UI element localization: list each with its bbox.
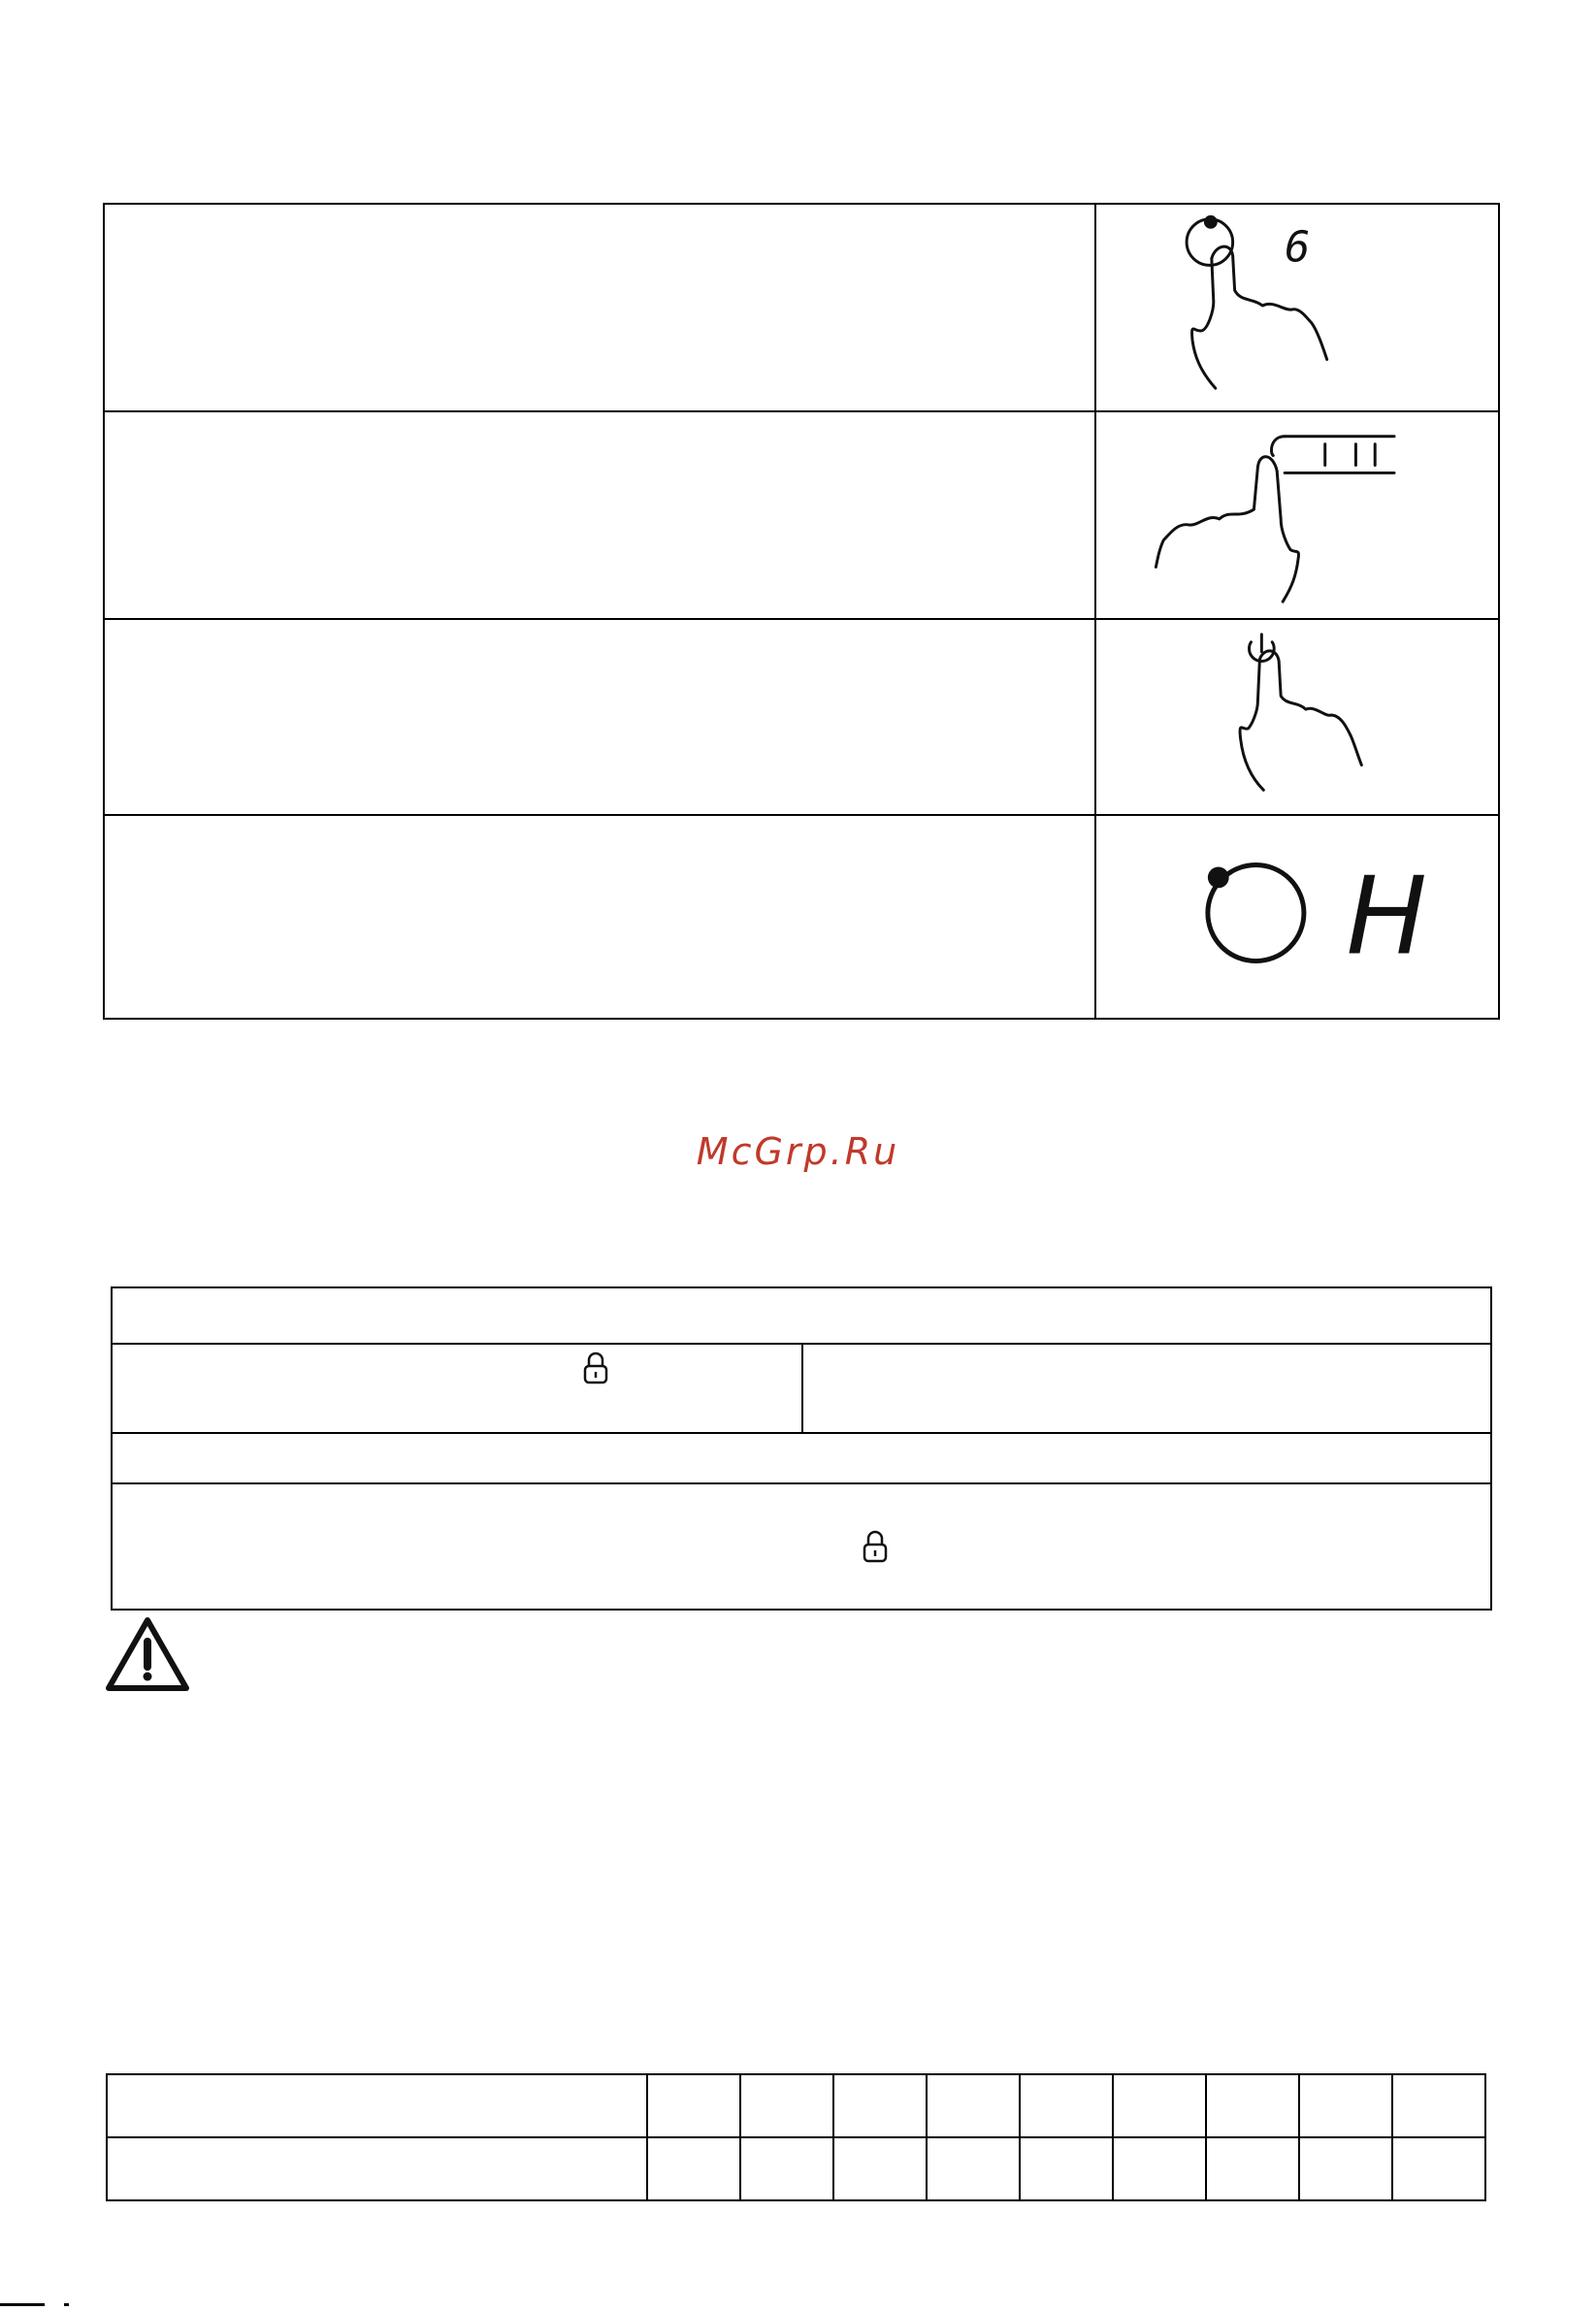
step-3-illustration-cell: [1094, 620, 1498, 816]
lock-table-row-4: [113, 1482, 1490, 1611]
warning-triangle-icon: [103, 1614, 192, 1694]
page-edge-mark: [64, 2303, 69, 2306]
step-3-text-cell: [105, 620, 1096, 816]
lock-table: [111, 1286, 1492, 1611]
lock-table-header-row: [113, 1288, 1490, 1343]
level-table-cell: [927, 2137, 1020, 2200]
lock-table-row-3: [113, 1432, 1490, 1484]
level-table-cell: [1113, 2137, 1206, 2200]
step-4-text-cell: [105, 816, 1096, 1020]
finger-press-power-icon: [1094, 620, 1498, 816]
level-table-cell: [1392, 2074, 1485, 2137]
level-table-row-2: [107, 2137, 1485, 2200]
page-edge-mark: [0, 2303, 45, 2306]
level-table-cell: [927, 2074, 1020, 2137]
step-row-1: [105, 205, 1498, 410]
lock-table-cell-divider: [801, 1345, 803, 1434]
level-table-cell: [647, 2137, 740, 2200]
level-table-label-cell: [107, 2137, 647, 2200]
watermark: McGrp.Ru: [696, 1130, 900, 1173]
svg-text:6: 6: [1285, 223, 1311, 273]
lock-icon: [862, 1529, 889, 1564]
level-table-cell: [833, 2137, 927, 2200]
finger-press-timer-icon: [1094, 205, 1498, 410]
step-1-text-cell: [105, 205, 1096, 410]
level-table-cell: [1299, 2137, 1392, 2200]
level-table: [106, 2073, 1486, 2201]
level-table-cell: [1113, 2074, 1206, 2137]
level-table-cell: [1206, 2137, 1299, 2200]
timer-h-display-icon: [1094, 816, 1498, 1020]
lock-icon: [582, 1351, 609, 1385]
svg-text:H: H: [1346, 854, 1427, 980]
level-table-label-cell: [107, 2074, 647, 2137]
level-table-cell: [1392, 2137, 1485, 2200]
step-row-2: [105, 410, 1498, 620]
step-2-illustration-cell: [1094, 412, 1498, 620]
steps-table: [103, 203, 1500, 1020]
level-table-cell: [740, 2074, 833, 2137]
level-table-cell: [1020, 2137, 1113, 2200]
step-4-illustration-cell: [1094, 816, 1498, 1020]
level-table-cell: [740, 2137, 833, 2200]
level-table-cell: [833, 2074, 927, 2137]
level-table-cell: [1020, 2074, 1113, 2137]
level-table-row-1: [107, 2074, 1485, 2137]
step-row-4: [105, 814, 1498, 1020]
lock-table-row-2: [113, 1343, 1490, 1434]
finger-press-slider-icon: [1094, 412, 1498, 620]
level-table-cell: [1206, 2074, 1299, 2137]
step-row-3: [105, 618, 1498, 816]
level-table-cell: [1299, 2074, 1392, 2137]
level-table-cell: [647, 2074, 740, 2137]
step-1-illustration-cell: [1094, 205, 1498, 410]
step-2-text-cell: [105, 412, 1096, 620]
